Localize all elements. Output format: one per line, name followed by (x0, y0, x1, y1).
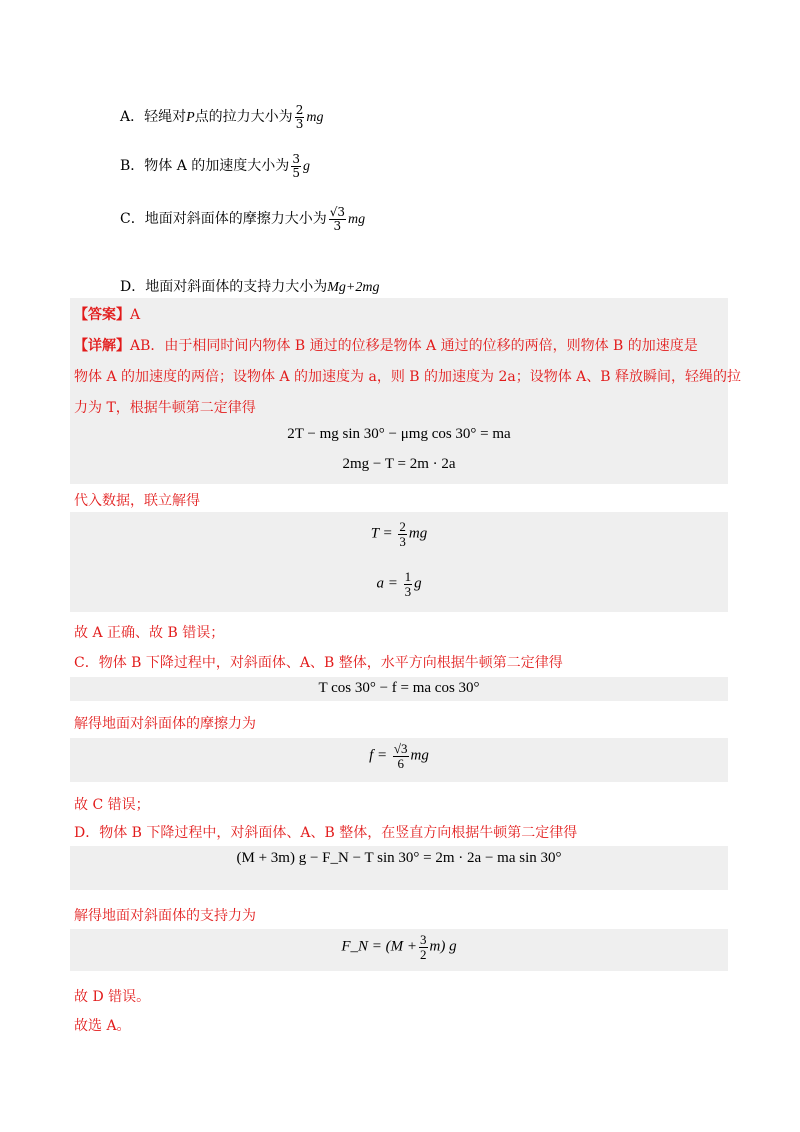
option-a (120, 104, 323, 130)
equation-4 (70, 570, 728, 598)
detail-tag: 【详解】 (74, 338, 130, 354)
option-b-den: 5 (292, 165, 300, 180)
part-d-solve: 解得地面对斜面体的支持力为 (74, 908, 256, 924)
option-c (120, 206, 365, 232)
equation-1: 2T − mg sin 30° − μmg cos 30° = ma (287, 426, 511, 442)
eq3-num: 2 (399, 519, 406, 534)
option-c-text: 地面对斜面体的摩擦力大小为 (144, 211, 327, 228)
eq3-fraction (398, 520, 407, 548)
equation-5: T cos 30° − f = ma cos 30° (318, 680, 480, 696)
option-a-num: 2 (295, 103, 304, 117)
part-c-solve: 解得地面对斜面体的摩擦力为 (74, 716, 256, 732)
option-b-tail: g (302, 159, 310, 175)
option-a-den: 3 (295, 116, 304, 131)
option-a-text: 轻绳对 (144, 109, 187, 126)
answer-line (74, 304, 140, 324)
eq3-rhs: mg (408, 525, 428, 542)
equation-8 (70, 933, 728, 961)
conclusion-ab: 故 A 正确、故 B 错误； (74, 625, 225, 641)
option-c-label: C． (120, 211, 145, 228)
conclusion-d: 故 D 错误。 (74, 989, 151, 1005)
option-a-fraction (295, 104, 305, 130)
eq4-den: 3 (404, 583, 412, 599)
option-b-fraction (291, 153, 301, 179)
option-d-tail: Mg+2mg (327, 280, 380, 295)
eq6-fraction (393, 742, 409, 770)
part-d-text: D．物体 B 下降过程中，对斜面体、A、B 整体，在竖直方向根据牛顿第二定律得 (74, 825, 578, 841)
option-b (120, 153, 310, 179)
detail-line-3: 力为 T，根据牛顿第二定律得 (74, 400, 256, 416)
option-a-text2: 点的拉力大小为 (194, 109, 293, 126)
option-d (120, 276, 379, 296)
detail-line-1 (74, 335, 698, 355)
answer-value: A (130, 307, 141, 323)
option-a-var: P (186, 110, 195, 126)
eq8-part-b: m) g (429, 938, 457, 955)
eq4-rhs: g (414, 575, 422, 592)
option-d-label: D． (120, 279, 146, 295)
option-a-tail: mg (306, 110, 324, 126)
equation-3 (70, 520, 728, 548)
equation-7: (M + 3m) g − F_N − T sin 30° = 2m · 2a − ma sin 30° (236, 850, 562, 866)
eq4-num: 1 (404, 569, 412, 584)
eq3-den: 3 (399, 533, 406, 549)
eq8-lhs: F_N = (341, 938, 382, 955)
part-c-text: C．物体 B 下降过程中，对斜面体、A、B 整体，水平方向根据牛顿第二定律得 (74, 655, 563, 671)
detail-line-2: 物体 A 的加速度的两倍；设物体 A 的加速度为 a，则 B 的加速度为 2a；设物体 A、B 释放瞬间，轻绳的拉 (74, 369, 742, 385)
eq8-num: 3 (420, 932, 427, 947)
substitute-text: 代入数据，联立解得 (74, 493, 200, 509)
eq8-part-a: (M + (385, 938, 418, 955)
option-c-den: 3 (333, 218, 342, 233)
eq6-num: √3 (393, 741, 408, 756)
eq6-rhs: mg (410, 747, 429, 764)
eq4-lhs: a = (376, 575, 398, 592)
option-b-text: 物体 A 的加速度大小为 (144, 158, 290, 175)
option-b-label: B． (120, 158, 145, 175)
option-c-fraction (329, 206, 346, 232)
equation-2: 2mg − T = 2m · 2a (342, 456, 456, 472)
option-c-num: √3 (329, 205, 345, 219)
detail-text-1: AB．由于相同时间内物体 B 通过的位移是物体 A 通过的位移的两倍，则物体 B 的加速度是 (130, 338, 698, 354)
answer-tag: 【答案】 (74, 307, 130, 323)
eq8-den: 2 (420, 946, 427, 962)
equation-6 (70, 742, 728, 770)
option-c-tail: mg (348, 212, 366, 228)
option-d-text: 地面对斜面体的支持力大小为 (145, 279, 328, 295)
eq6-lhs: f = (369, 747, 388, 764)
option-a-label: A． (120, 109, 145, 126)
eq8-fraction (419, 933, 428, 961)
eq4-fraction (404, 570, 413, 598)
option-b-num: 3 (292, 152, 300, 166)
final-answer: 故选 A。 (74, 1018, 131, 1034)
conclusion-c: 故 C 错误； (74, 797, 150, 813)
eq3-lhs: T = (370, 525, 393, 542)
eq6-den: 6 (397, 755, 404, 771)
